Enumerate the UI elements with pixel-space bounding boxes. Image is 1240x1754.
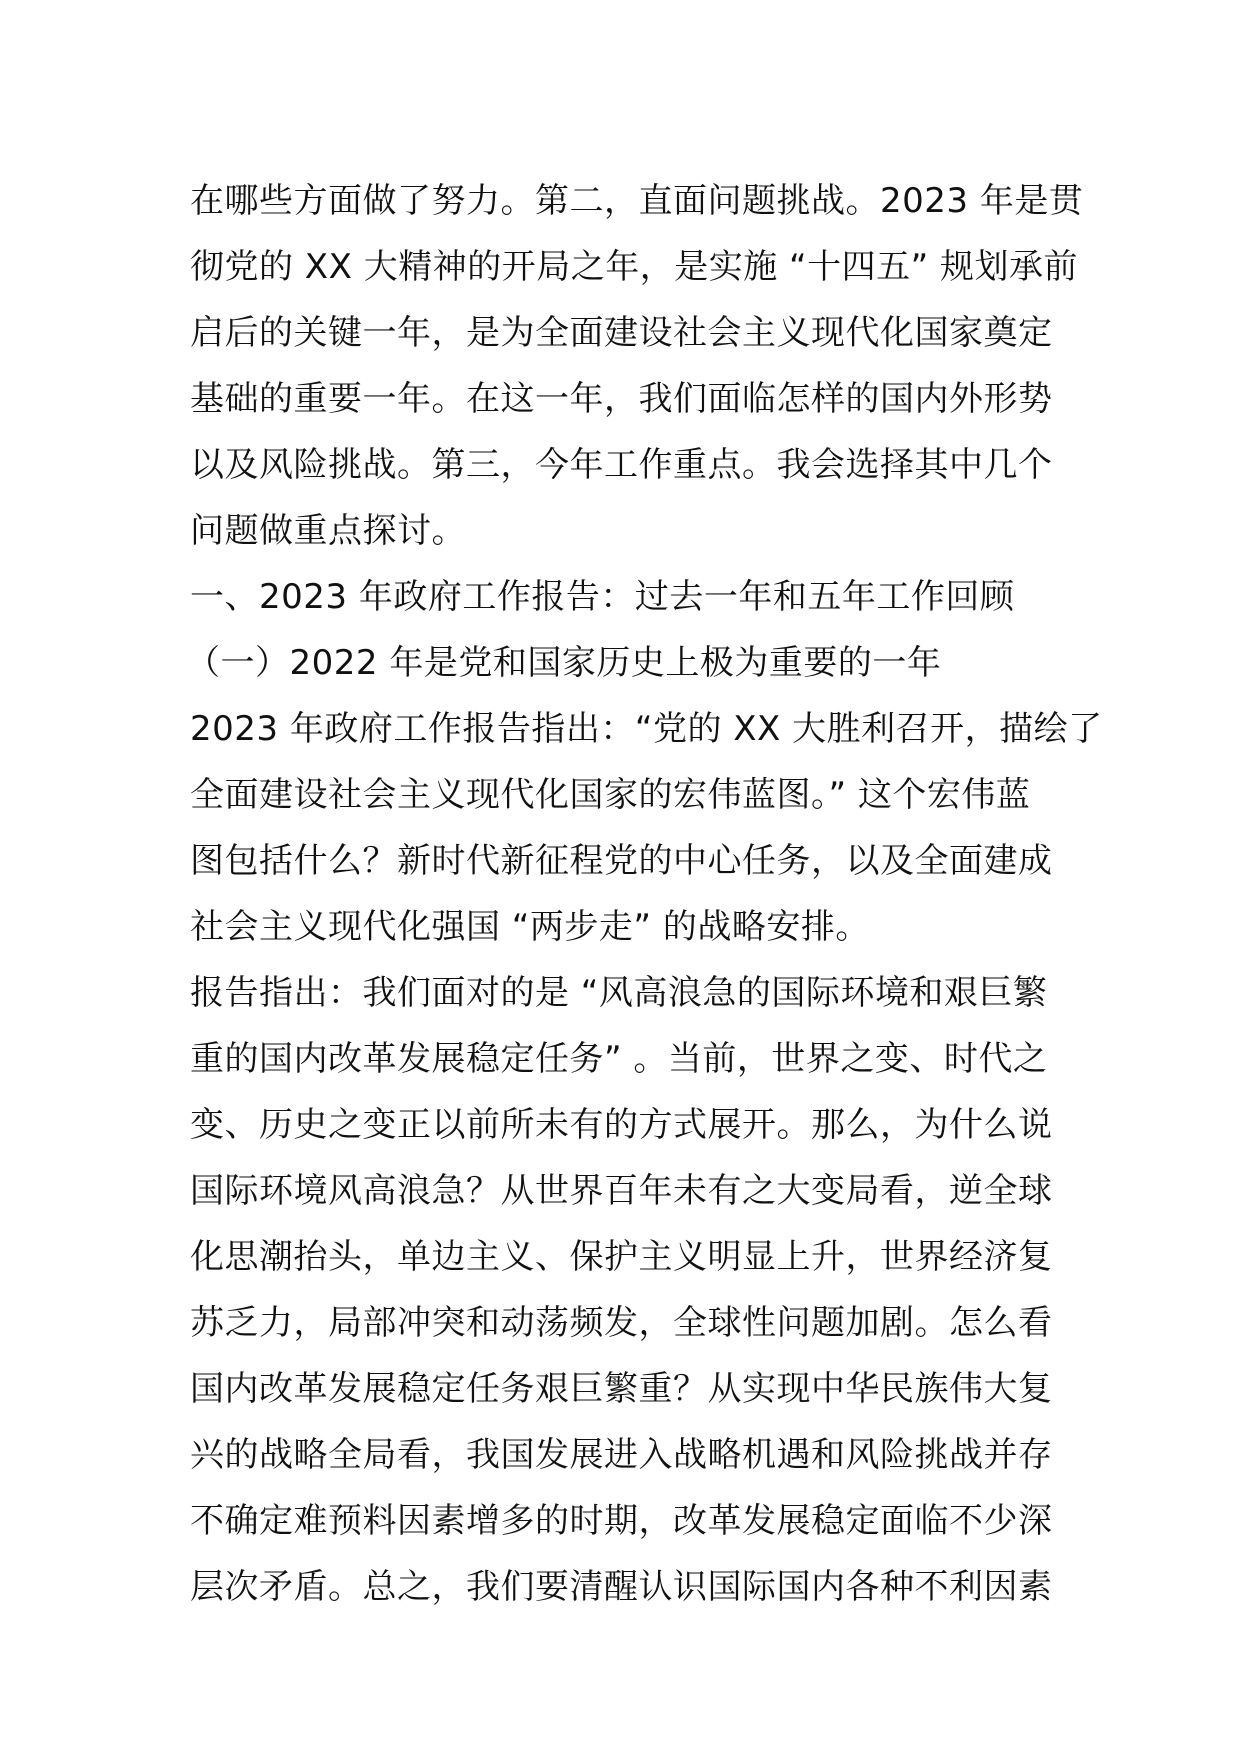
text-line: 层次矛盾。总之，我们要清醒认识国际国内各种不利因素 xyxy=(190,1567,1053,1607)
text-line: 全面建设社会主义现代化国家的宏伟蓝图。” 这个宏伟蓝 xyxy=(190,775,1031,815)
text-line: 变、历史之变正以前所未有的方式展开。那么，为什么说 xyxy=(190,1105,1053,1145)
text-line: 不确定难预料因素增多的时期，改革发展稳定面临不少深 xyxy=(190,1501,1053,1541)
text-line: 彻党的 XX 大精神的开局之年，是实施 “十四五” 规划承前 xyxy=(190,247,1079,287)
text-line: 报告指出：我们面对的是 “风高浪急的国际环境和艰巨繁 xyxy=(190,973,1048,1013)
document-body xyxy=(186,168,1103,1620)
paragraph-2 xyxy=(190,696,1103,960)
section-heading: 一、2023 年政府工作报告：过去一年和五年工作回顾 xyxy=(190,577,1015,617)
text-line: 国内改革发展稳定任务艰巨繁重？从实现中华民族伟大复 xyxy=(190,1369,1053,1409)
text-line: 重的国内改革发展稳定任务” 。当前，世界之变、时代之 xyxy=(190,1039,1048,1079)
text-line: 兴的战略全局看，我国发展进入战略机遇和风险挑战并存 xyxy=(190,1435,1053,1475)
text-line: 国际环境风高浪急？从世界百年未有之大变局看，逆全球 xyxy=(190,1171,1053,1211)
subsection-heading: （一）2022 年是党和国家历史上极为重要的一年 xyxy=(186,643,942,683)
text-line: 启后的关键一年，是为全面建设社会主义现代化国家奠定 xyxy=(190,313,1053,353)
paragraph-1 xyxy=(190,168,1084,564)
paragraph-3 xyxy=(190,960,1060,1620)
text-line: 社会主义现代化强国 “两步走” 的战略安排。 xyxy=(190,907,870,947)
text-line: 图包括什么？新时代新征程党的中心任务，以及全面建成 xyxy=(190,841,1053,881)
text-line: 2023 年政府工作报告指出：“党的 XX 大胜利召开，描绘了 xyxy=(190,709,1103,749)
text-line: 苏乏力，局部冲突和动荡频发，全球性问题加剧。怎么看 xyxy=(190,1303,1053,1343)
text-line: 问题做重点探讨。 xyxy=(190,511,466,551)
text-line: 基础的重要一年。在这一年，我们面临怎样的国内外形势 xyxy=(190,379,1053,419)
text-line: 以及风险挑战。第三，今年工作重点。我会选择其中几个 xyxy=(190,445,1053,485)
text-line: 在哪些方面做了努力。第二，直面问题挑战。2023 年是贯 xyxy=(190,181,1084,221)
text-line: 化思潮抬头，单边主义、保护主义明显上升，世界经济复 xyxy=(190,1237,1053,1277)
